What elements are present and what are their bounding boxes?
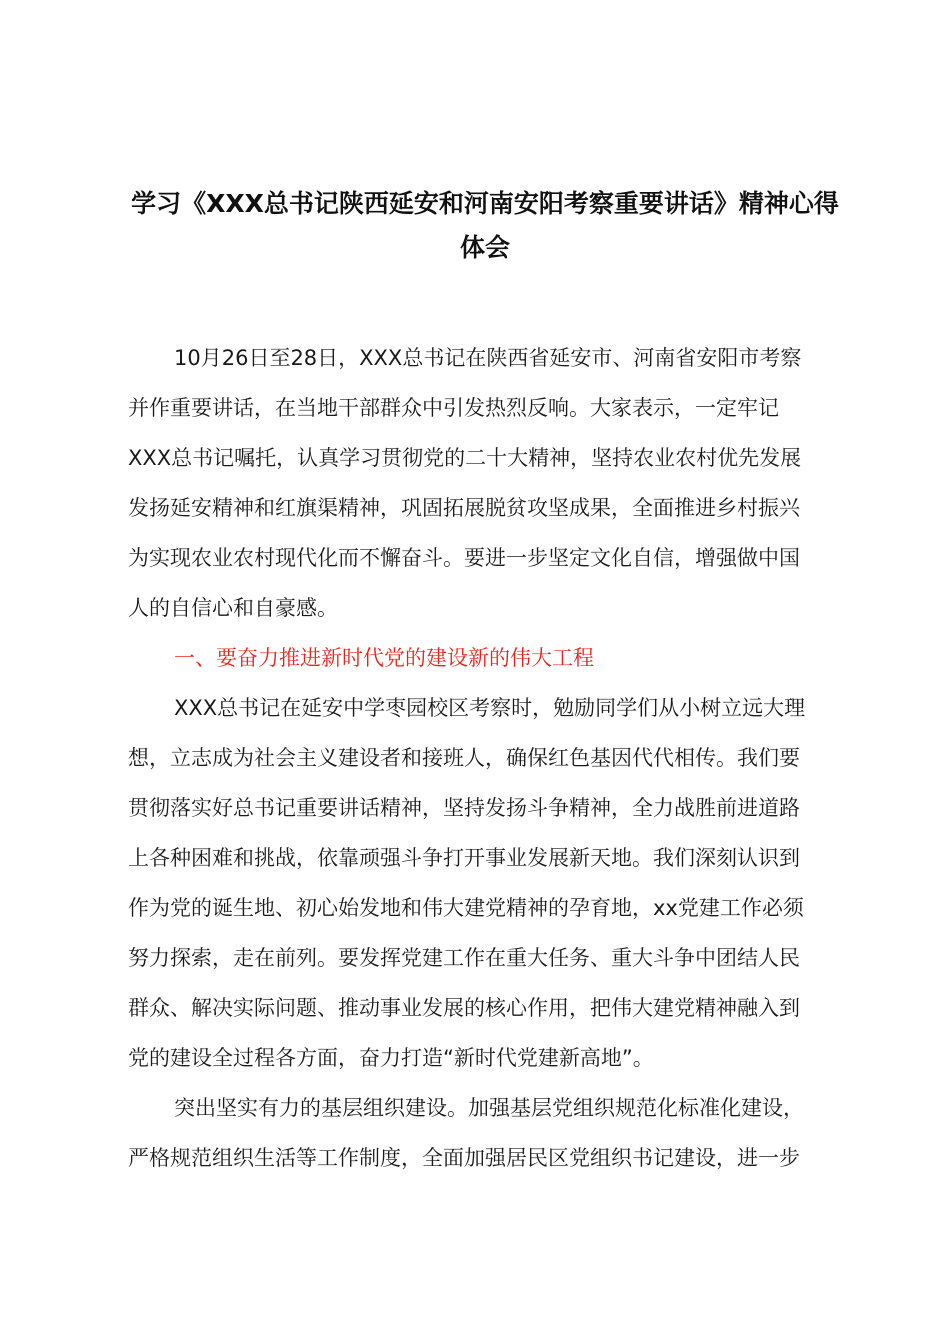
paragraph-line: 突出坚实有力的基层组织建设。加强基层党组织规范化标准化建设， [174, 1096, 804, 1120]
paragraph-section-1 [128, 683, 868, 1083]
paragraph-intro [128, 333, 868, 633]
paragraph-line: 并作重要讲话，在当地干部群众中引发热烈反响。大家表示，一定牢记 [128, 396, 779, 420]
document-body [128, 333, 868, 1183]
paragraph-line: 想，立志成为社会主义建设者和接班人，确保红色基因代代相传。我们要 [128, 746, 800, 770]
paragraph-line: 上各种困难和挑战，依靠顽强斗争打开事业发展新天地。我们深刻认识到 [128, 846, 800, 870]
section-heading [128, 633, 868, 683]
paragraph-line: 发扬延安精神和红旗渠精神，巩固拓展脱贫攻坚成果，全面推进乡村振兴 [128, 496, 800, 520]
paragraph-line: 党的建设全过程各方面，奋力打造“新时代党建新高地”。 [128, 1046, 654, 1070]
title-line-2: 体会 [459, 233, 510, 262]
title-line-1: 学习《XXX总书记陕西延安和河南安阳考察重要讲话》精神心得 [131, 189, 839, 218]
paragraph-line: 为实现农业农村现代化而不懈奋斗。要进一步坚定文化自信，增强做中国 [128, 546, 800, 570]
paragraph-line: XXX总书记在延安中学枣园校区考察时，勉励同学们从小树立远大理 [174, 696, 806, 720]
paragraph-line: 作为党的诞生地、初心始发地和伟大建党精神的孕育地，xx党建工作必须 [128, 896, 804, 920]
paragraph-line: 贯彻落实好总书记重要讲话精神，坚持发扬斗争精神，全力战胜前进道路 [128, 796, 800, 820]
paragraph-line: 10月26日至28日，XXX总书记在陕西省延安市、河南省安阳市考察 [174, 346, 802, 370]
paragraph-organization [128, 1083, 868, 1183]
paragraph-line: 努力探索，走在前列。要发挥党建工作在重大任务、重大斗争中团结人民 [128, 946, 800, 970]
paragraph-line: 人的自信心和自豪感。 [128, 596, 338, 620]
section-heading-text: 一、要奋力推进新时代党的建设新的伟大工程 [174, 646, 594, 670]
paragraph-line: 群众、解决实际问题、推动事业发展的核心作用，把伟大建党精神融入到 [128, 996, 800, 1020]
paragraph-line: 严格规范组织生活等工作制度，全面加强居民区党组织书记建设，进一步 [128, 1146, 800, 1170]
paragraph-line: XXX总书记嘱托，认真学习贯彻党的二十大精神，坚持农业农村优先发展 [128, 446, 802, 470]
document-title [110, 182, 860, 270]
